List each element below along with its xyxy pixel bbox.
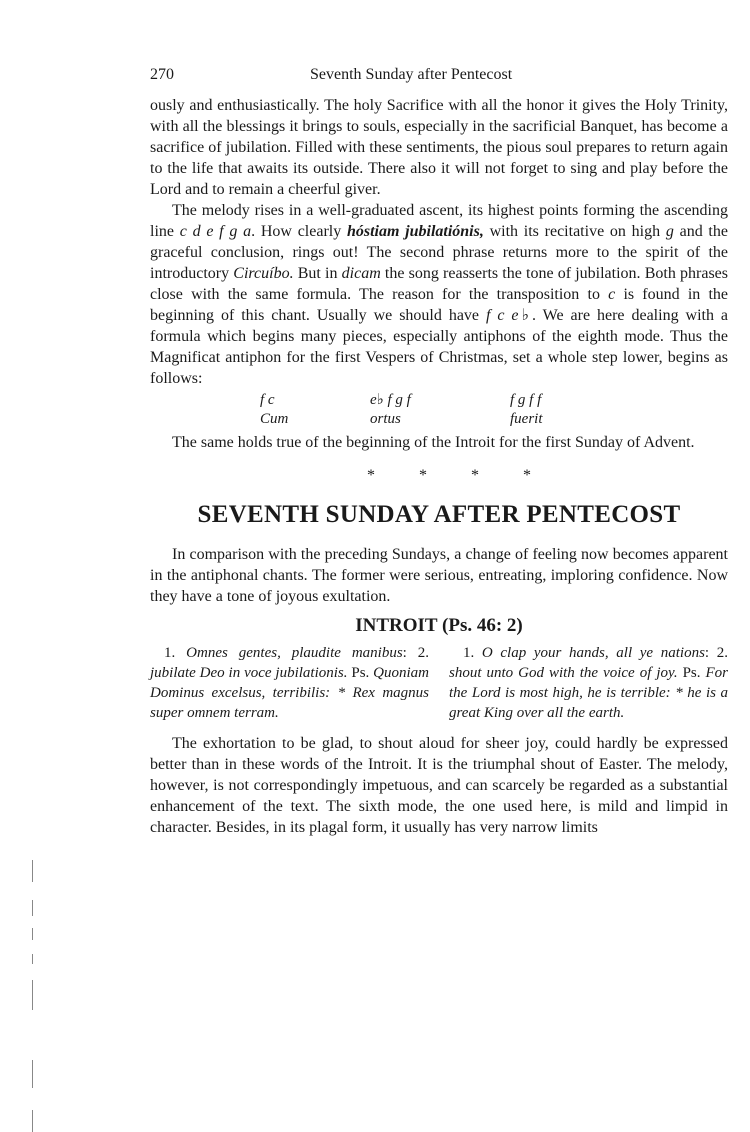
page-number: 270 xyxy=(150,66,174,83)
section-divider xyxy=(150,467,728,485)
introit-heading: INTROIT (Ps. 46: 2) xyxy=(355,615,523,636)
english-column: 1. O clap your hands, all ye nations: 2. shout unto God with the voice of joy. Ps. For the Lord is most high, he is terrible: * he is a great King over all the earth. xyxy=(449,645,728,721)
paragraph-3: The same holds true of the beginning of the Introit for the first Sunday of Advent. xyxy=(172,434,695,451)
star: * xyxy=(523,467,531,484)
star: * xyxy=(367,467,375,484)
antiphon-notes: e♭ f g f xyxy=(370,392,411,408)
paragraph-2: The melody rises in a well-graduated ascent, its highest points forming the ascending line c d e f g a. How clearly hóstiam jubilatiónis, with its recitative on high g and the graceful conclusion, rings out! The second phrase returns more to the spirit of the introductory Circuíbo. But in dicam the song reasserts the tone of jubilation. Both phrases close with the same formula. The reason for the transposition to c is found in the beginning of this chant. Usually we should have f c e♭. We are here dealing with a formula which begins many pieces, especially antiphons of the eighth mode. Thus the Magnificat antiphon for the first Vespers of Christmas, set a whole step lower, begins as follows: xyxy=(150,202,729,387)
antiphon-word: fuerit xyxy=(510,411,543,427)
antiphon-example xyxy=(150,391,728,429)
antiphon-notes: f c xyxy=(260,392,275,408)
antiphon-notes: f g f f xyxy=(510,392,542,408)
introit-columns xyxy=(150,643,728,723)
paragraph-1: ously and enthusiastically. The holy Sacrifice with all the honor it gives the Holy Trinity, with all the blessings it brings to souls, especially in the sacrificial Banquet, has become a sacrifice of jubilation. Filled with these sentiments, the pious soul prepares to return again to the life that awaits its outside. There also it will not forget to sing and play before the Lord and to remain a cheerful giver. xyxy=(150,97,728,198)
latin-column: 1. Omnes gentes, plaudite manibus: 2. jubilate Deo in voce jubilationis. Ps. Quoniam Dominus excelsus, terribilis: * Rex magnus super omnem terram. xyxy=(150,645,429,721)
paragraph-5: The exhortation to be glad, to shout aloud for sheer joy, could hardly be expressed better than in these words of the Introit. It is the triumphal shout of Easter. The melody, however, is not correspondingly impetuous, and can scarcely be regarded as a substantial enhancement of the text. The sixth mode, the one used here, is mild and limpid in character. Besides, in its plagal form, it usually has very narrow limits xyxy=(150,735,728,836)
section-title: SEVENTH SUNDAY AFTER PENTECOST xyxy=(197,501,681,528)
star: * xyxy=(419,467,427,484)
latin-word: Circuíbo. xyxy=(233,265,294,282)
running-head xyxy=(150,64,728,86)
latin-phrase: hóstiam jubilatiónis, xyxy=(346,223,484,240)
paragraph-4: In comparison with the preceding Sundays, a change of feeling now becomes apparent in the antiphonal chants. The former were serious, entreating, imploring confidence. Now they have a tone of joyous exultation. xyxy=(150,546,728,605)
running-title: Seventh Sunday after Pentecost xyxy=(310,66,513,83)
antiphon-word: Cum xyxy=(260,411,289,427)
note-line: c d e f g a xyxy=(179,223,252,240)
star: * xyxy=(471,467,479,484)
antiphon-word: ortus xyxy=(370,411,401,427)
page xyxy=(150,64,728,838)
